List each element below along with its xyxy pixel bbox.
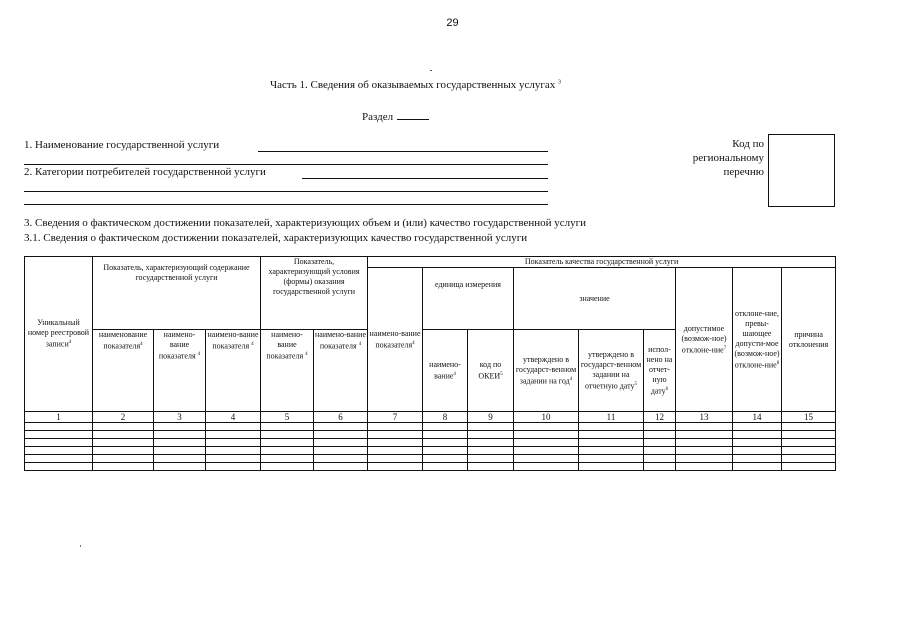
header-conditions-group-text: Показатель, характеризующий условия (формы) оказания государственной услуги: [268, 257, 360, 296]
section-number-blank: [397, 109, 429, 120]
header-content-group: [93, 257, 261, 330]
empty-cell: [154, 447, 206, 455]
empty-cell: [261, 463, 314, 471]
empty-cell: [261, 455, 314, 463]
section-label: Раздел: [362, 111, 394, 123]
empty-cell: [733, 439, 782, 447]
header-quality-indicator-name-text: наимено-вание показателя: [369, 328, 421, 350]
empty-cell: [733, 447, 782, 455]
empty-cell: [514, 439, 579, 447]
empty-cell: [314, 423, 368, 431]
header-quality-indicator-name-note: 4: [412, 340, 415, 346]
field-service-name-label: 1. Наименование государственной услуги: [24, 139, 220, 151]
empty-cell: [154, 431, 206, 439]
empty-cell: [733, 423, 782, 431]
column-number: 7: [368, 412, 423, 423]
header-quality-group: Показатель качества государственной услуги: [368, 257, 836, 268]
empty-cell: [206, 455, 261, 463]
empty-cell: [154, 439, 206, 447]
header-content-name-1-text: наименование показателя: [98, 330, 148, 351]
empty-cell: [782, 431, 836, 439]
empty-cell: [514, 455, 579, 463]
empty-cell: [93, 439, 154, 447]
column-number: 13: [676, 412, 733, 423]
header-approved-date: [579, 330, 644, 412]
header-content-name-2-text: наимено-вание показателя: [158, 330, 196, 361]
table-row: [25, 447, 836, 455]
column-number: 1: [25, 412, 93, 423]
empty-cell: [206, 431, 261, 439]
empty-cell: [25, 431, 93, 439]
empty-cell: [423, 431, 468, 439]
part-title-footnote: 3: [557, 79, 561, 86]
header-allowed-deviation: [676, 268, 733, 412]
header-unit-name: [423, 330, 468, 412]
empty-cell: [206, 447, 261, 455]
empty-cell: [423, 463, 468, 471]
empty-cell: [93, 455, 154, 463]
heading-3: 3. Сведения о фактическом достижении показателей, характеризующих объем и (или) качество государственной услуги: [24, 217, 587, 229]
empty-cell: [261, 431, 314, 439]
field-consumers-line: [302, 178, 548, 179]
empty-cell: [368, 439, 423, 447]
empty-cell: [733, 455, 782, 463]
empty-cell: [782, 447, 836, 455]
empty-cell: [154, 455, 206, 463]
header-conditions-group: [261, 257, 368, 330]
header-content-name-3-text: наимено-вание показателя: [207, 330, 259, 351]
empty-cell: [676, 439, 733, 447]
column-number: 8: [423, 412, 468, 423]
empty-cell: [468, 447, 514, 455]
empty-cell: [154, 463, 206, 471]
empty-cell: [25, 463, 93, 471]
column-number: 4: [206, 412, 261, 423]
header-conditions-name-1: [261, 330, 314, 412]
empty-cell: [644, 455, 676, 463]
field-consumers-line-2: [24, 191, 548, 192]
empty-cell: [676, 447, 733, 455]
header-approved-year: [514, 330, 579, 412]
empty-cell: [782, 439, 836, 447]
empty-cell: [314, 463, 368, 471]
heading-3-1: 3.1. Сведения о фактическом достижении показателей, характеризующих качество государственной услуги: [24, 232, 528, 244]
empty-cell: [314, 439, 368, 447]
empty-cell: [368, 463, 423, 471]
empty-cell: [644, 423, 676, 431]
header-unique-number-note: 4: [68, 340, 72, 346]
empty-cell: [25, 455, 93, 463]
column-number: 12: [644, 412, 676, 423]
column-number: 5: [261, 412, 314, 423]
empty-cell: [423, 455, 468, 463]
empty-cell: [314, 431, 368, 439]
table-row: [25, 439, 836, 447]
header-conditions-name-2: [314, 330, 368, 412]
empty-cell: [733, 463, 782, 471]
empty-cell: [579, 423, 644, 431]
empty-cell: [93, 423, 154, 431]
field-service-name-line-2: [24, 164, 548, 165]
header-approved-year-text: утверждено в государст-венном задании на год: [515, 354, 577, 386]
empty-cell: [579, 455, 644, 463]
empty-cell: [93, 447, 154, 455]
table-row: [25, 455, 836, 463]
empty-cell: [676, 423, 733, 431]
column-number: 3: [154, 412, 206, 423]
empty-cell: [579, 447, 644, 455]
empty-cell: [514, 431, 579, 439]
column-number: 10: [514, 412, 579, 423]
scan-speck: [430, 70, 432, 71]
header-value: значение: [514, 268, 676, 330]
empty-cell: [468, 423, 514, 431]
field-service-name-line: [258, 151, 548, 152]
empty-cell: [314, 447, 368, 455]
part-title-text: Часть 1. Сведения об оказываемых государственных услугах: [270, 79, 556, 91]
column-number: 9: [468, 412, 514, 423]
empty-cell: [468, 431, 514, 439]
header-excess-deviation-note: 8: [776, 360, 780, 366]
column-number: 6: [314, 412, 368, 423]
section-line: [362, 109, 429, 123]
header-unit-name-text: наимено-вание: [429, 359, 461, 381]
header-conditions-name-2-text: наимено-вание показателя: [315, 330, 367, 351]
header-allowed-deviation-text: допустимое (возмож-ное) отклоне-ние: [681, 323, 727, 355]
header-approved-year-note: 4: [569, 376, 573, 382]
empty-cell: [25, 447, 93, 455]
empty-cell: [644, 431, 676, 439]
header-actual-text: испол-нено на отчет-ную дату: [646, 344, 673, 396]
empty-cell: [368, 447, 423, 455]
table-row: [25, 463, 836, 471]
header-conditions-name-1-note: 4: [305, 352, 308, 357]
header-content-name-2: [154, 330, 206, 412]
header-content-name-3: [206, 330, 261, 412]
empty-cell: [93, 431, 154, 439]
header-conditions-name-2-note: 4: [358, 342, 362, 347]
header-actual: [644, 330, 676, 412]
empty-cell: [733, 431, 782, 439]
empty-cell: [468, 439, 514, 447]
empty-cell: [261, 447, 314, 455]
empty-cell: [25, 439, 93, 447]
empty-cell: [782, 455, 836, 463]
column-number: 14: [733, 412, 782, 423]
empty-cell: [514, 447, 579, 455]
scan-speck: [80, 545, 81, 547]
empty-cell: [261, 439, 314, 447]
header-approved-date-text: утверждено в государст-венном задании на отчетную дату: [580, 349, 642, 391]
page-number: 29: [446, 17, 459, 29]
empty-rows: [25, 423, 836, 471]
empty-cell: [676, 455, 733, 463]
empty-cell: [782, 463, 836, 471]
header-actual-note: 6: [665, 386, 669, 392]
empty-cell: [206, 423, 261, 431]
empty-cell: [368, 431, 423, 439]
header-unit-text: единица измерения: [435, 280, 501, 289]
column-number: 15: [782, 412, 836, 423]
header-okei-code: [468, 330, 514, 412]
empty-cell: [514, 463, 579, 471]
table-row: [25, 431, 836, 439]
header-approved-date-note: 5: [634, 381, 638, 387]
empty-cell: [368, 423, 423, 431]
empty-cell: [644, 463, 676, 471]
header-unique-number: [25, 257, 93, 412]
empty-cell: [468, 455, 514, 463]
empty-cell: [93, 463, 154, 471]
empty-cell: [261, 423, 314, 431]
header-unit: [423, 268, 514, 330]
field-consumers-line-3: [24, 204, 548, 205]
empty-cell: [676, 431, 733, 439]
header-allowed-deviation-note: 7: [723, 345, 727, 351]
table-row: [25, 423, 836, 431]
empty-cell: [206, 439, 261, 447]
empty-cell: [314, 455, 368, 463]
empty-cell: [644, 447, 676, 455]
empty-cell: [368, 455, 423, 463]
empty-cell: [579, 431, 644, 439]
empty-cell: [423, 447, 468, 455]
field-consumers-label: 2. Категории потребителей государственной услуги: [24, 166, 266, 178]
header-excess-deviation: [733, 268, 782, 412]
code-box: [768, 134, 835, 207]
header-quality-indicator-name: [368, 268, 423, 412]
empty-cell: [514, 423, 579, 431]
empty-cell: [644, 439, 676, 447]
header-content-name-2-note: 4: [197, 352, 201, 357]
header-excess-deviation-text: отклоне-ние, превы-шающее допусти-мое (возмож-ное) отклоне-ние: [734, 308, 780, 370]
part-title: [270, 79, 561, 91]
empty-cell: [579, 463, 644, 471]
header-content-group-text: Показатель, характеризующий содержание государственной услуги: [103, 263, 250, 282]
header-unique-number-text: Уникальный номер реестровой записи: [27, 318, 90, 349]
column-number: 11: [579, 412, 644, 423]
empty-cell: [154, 423, 206, 431]
empty-cell: [676, 463, 733, 471]
quality-indicators-table: [24, 256, 836, 471]
header-conditions-name-1-text: наимено-вание показателя: [266, 330, 304, 361]
empty-cell: [206, 463, 261, 471]
empty-cell: [423, 423, 468, 431]
empty-cell: [782, 423, 836, 431]
header-content-name-1: [93, 330, 154, 412]
column-number: 2: [93, 412, 154, 423]
empty-cell: [423, 439, 468, 447]
code-label: Код по региональному перечню: [692, 138, 764, 178]
header-unit-name-note: 4: [453, 371, 456, 377]
header-content-name-1-note: 4: [140, 342, 143, 347]
header-content-name-3-note: 4: [251, 342, 254, 347]
empty-cell: [468, 463, 514, 471]
header-okei-code-note: 5: [500, 371, 503, 377]
empty-cell: [579, 439, 644, 447]
empty-cell: [25, 423, 93, 431]
header-okei-code-text: код по ОКЕИ: [478, 359, 502, 381]
header-reason: причина отклонения: [782, 268, 836, 412]
